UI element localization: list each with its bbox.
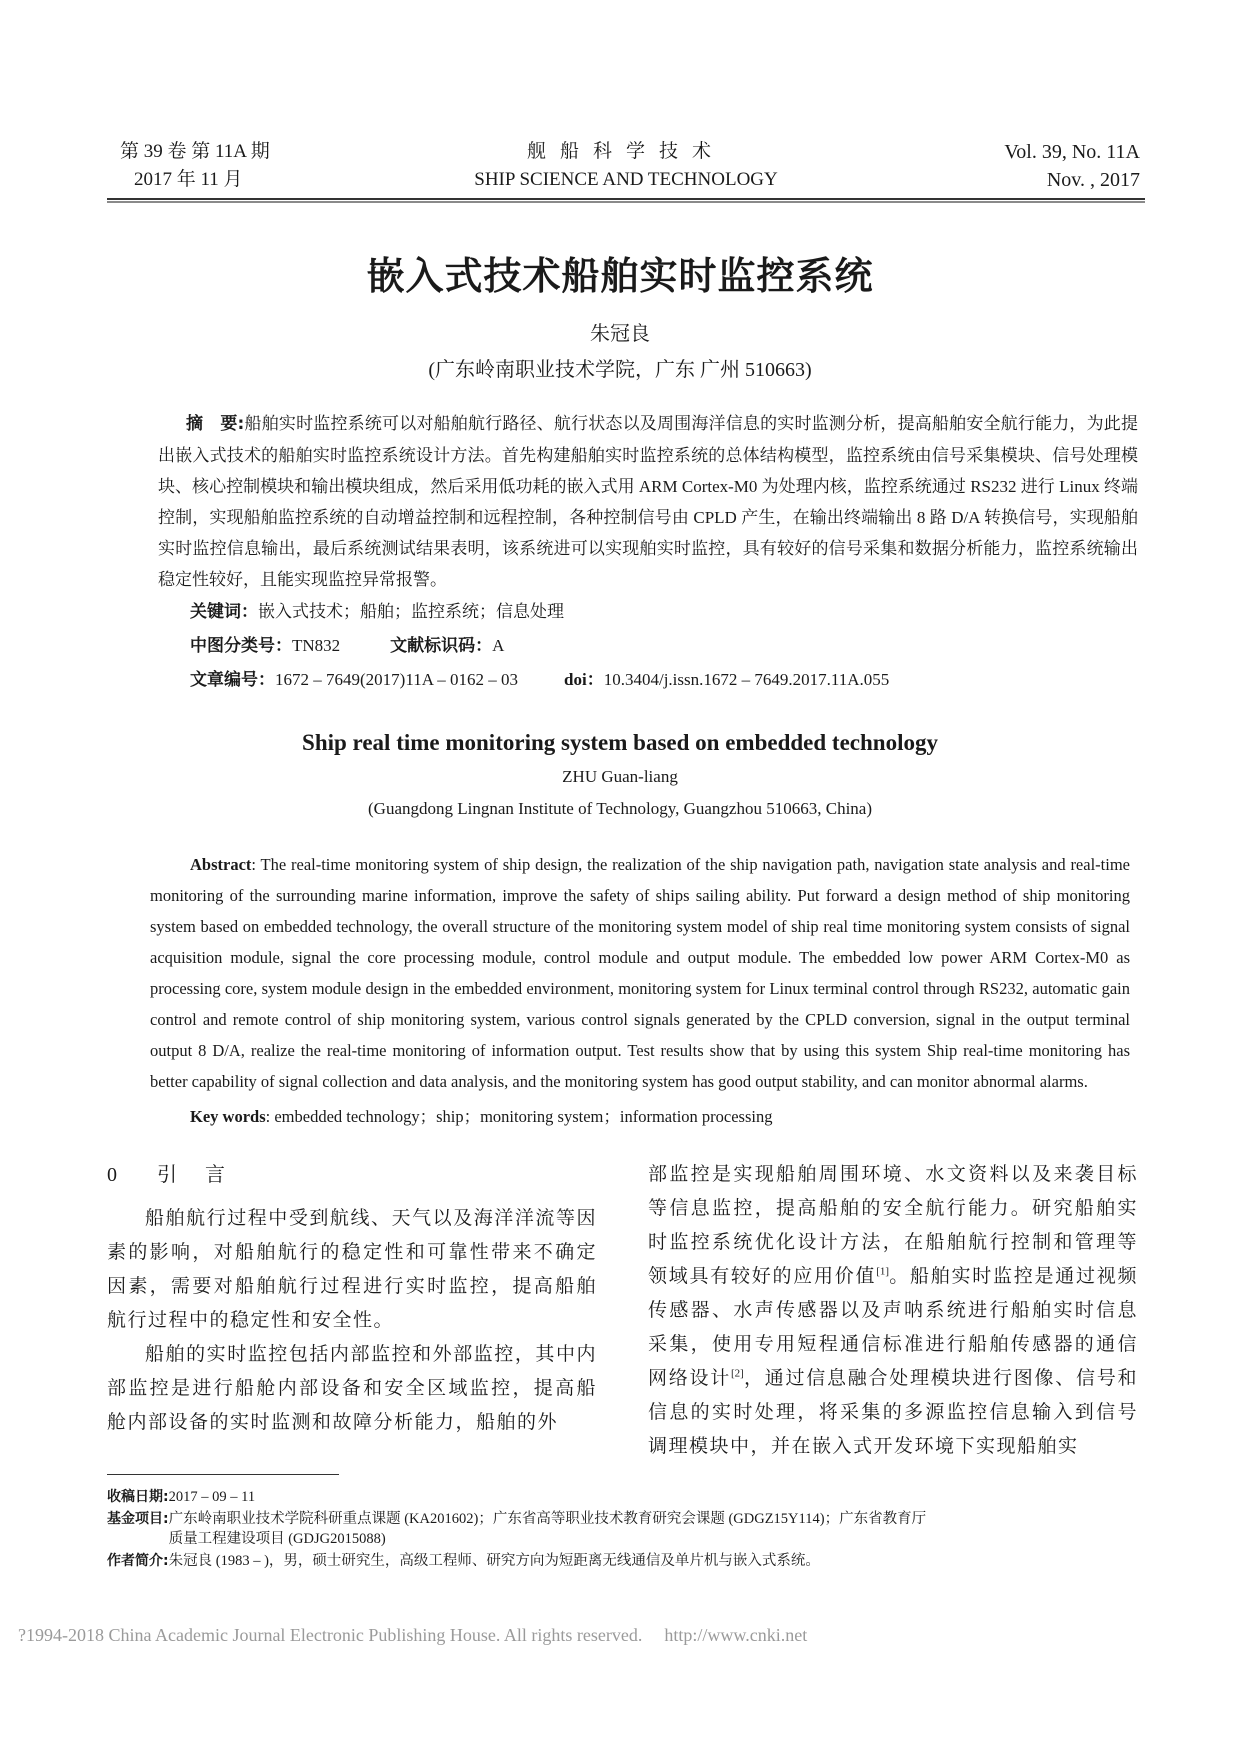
article-content [0,250,1240,1687]
clc-value: TN832 [292,636,341,655]
header-date-cn: 2017 年 11 月 [134,169,243,190]
front-matter-cn [158,408,1138,697]
header-date-en: Nov. , 2017 [1046,169,1140,191]
body-text: 。船舶实时监控是通过视频传感器、水声传感器以及声呐系统进行船舶实时信息采集，使用专用短程通信标准进行船舶传感器的通信网络设计 [648,1266,1138,1389]
body-text: 部监控是实现船舶周围环境、水文资料以及来袭目标等信息监控，提高船舶的安全航行能力。研究船舶实时监控系统优化设计方法，在船舶航行控制和管理等领域具有较好的应用价值 [648,1164,1138,1287]
keywords-en [190,1101,1130,1132]
front-matter-en [150,849,1130,1132]
bio-value: 朱冠良 (1983 – )，男，硕士研究生，高级工程师、研究方向为短距离无线通信及单片机与嵌入式系统。 [168,1553,820,1569]
copyright-url[interactable]: http://www.cnki.net [664,1625,808,1645]
keywords-cn-label: 关键词： [190,602,258,622]
section-number: 0 [107,1164,117,1186]
received-value: 2017 – 09 – 11 [168,1489,256,1505]
doc-code-value: A [492,636,505,655]
body-paragraph: 船舶航行过程中受到航线、天气以及海洋洋流等因素的影响，对船舶航行的稳定性和可靠性带来不确定因素，需要对船舶航行过程进行实时监控，提高船舶航行过程中的稳定性和安全性。 [107,1208,597,1331]
header-volume-number-en: Vol. 39, No. 11A [1004,141,1140,163]
body-column-right [648,1158,1138,1464]
body-paragraph-continued [648,1158,1138,1464]
footnotes [107,1474,1145,1571]
body-text: ，通过信息融合处理模块进行图像、信号和信息的实时处理，将采集的多源监控信息输入到信号调理模块中，并在嵌入式开发环境下实现船舶实 [648,1368,1138,1457]
article-number-value: 1672 – 7649(2017)11A – 0162 – 03 [275,670,519,689]
copyright-text: ?1994-2018 China Academic Journal Electronic Publishing House. All rights reserved. [18,1625,643,1645]
header-rule [107,198,1145,200]
fund-value: 广东岭南职业技术学院科研重点课题 (KA201602)；广东省高等职业技术教育研究会课题 (GDGZ15Y114)；广东省教育厅 [168,1511,927,1527]
abstract-en-text: : The real-time monitoring system of ship design, the realization of the ship navigation path, navigation state analysis and real-time monitoring of the surrounding marine information, improve the safety of ships sailing ability. Put forward a design method of ship monitoring system based on embedded technology, the overall structure of the monitoring system model of ship real time monitoring system consists of signal acquisition module, signal the core processing module, control module and output module. The embedded low power ARM Cortex-M0 as processing core, system module design in the embedded environment, monitoring system for Linux terminal control through RS232, automatic gain control and remote control of ship monitoring system, various control signals generated by the CPLD conversion, signal in the output terminal output 8 D/A, realize the real-time monitoring of information output. Test results show that by using this system Ship real-time monitoring has better capability of signal collection and data analysis, and the monitoring system has good output stability, and can monitor abnormal alarms. [150,855,1130,1091]
abstract-cn-text: 船舶实时监控系统可以对船舶航行路径、航行状态以及周围海洋信息的实时监测分析，提高船舶安全航行能力，为此提出嵌入式技术的船舶实时监控系统设计方法。首先构建船舶实时监控系统的总体结构模型，监控系统由信号采集模块、信号处理模块、核心控制模块和输出模块组成，然后采用低功耗的嵌入式用 ARM Cortex-M0 为处理内核，监控系统通过 RS232 进行 Linux 终端控制，实现船舶监控系统的自动增益控制和远程控制，各种控制信号由 CPLD 产生，在输出终端输出 8 路 D/A 转换信号，实现船舶实时监控信息输出，最后系统测试结果表明，该系统进可以实现舶实时监控，具有较好的信号采集和数据分析能力，监控系统输出稳定性较好，且能实现监控异常报警。 [158,414,1138,589]
footnote-fund [107,1509,1145,1549]
article-number-line [190,663,1138,697]
keywords-cn [190,595,1138,629]
clc-label: 中图分类号： [190,636,292,656]
received-label: 收稿日期: [107,1489,169,1505]
footnote-received [107,1487,1145,1507]
journal-name-cn: 舰船科学技术 [526,141,725,162]
keywords-cn-text: 嵌入式技术；船舶；监控系统；信息处理 [258,602,564,621]
body-columns [107,1158,1138,1464]
paper-title-en: Ship real time monitoring system based on embedded technology [302,730,938,755]
fund-label: 基金项目: [107,1511,169,1527]
fund-body [169,1509,1145,1549]
header-rule-secondary [107,201,1145,203]
citation-ref[interactable]: [2] [730,1367,744,1380]
section-title: 引言 [157,1164,253,1186]
abstract-en-label: Abstract [190,855,252,874]
footnote-rule [107,1474,339,1475]
affiliation-en: (Guangdong Lingnan Institute of Technology, Guangzhou 510663, China) [368,799,872,818]
footnote-author-bio [107,1551,1145,1571]
copyright-line [0,1623,1240,1647]
doi-label: doi： [564,670,604,689]
doc-code-label: 文献标识码： [390,636,493,656]
keywords-en-label: Key words [190,1107,266,1126]
abstract-en [150,849,1130,1097]
classification-line [190,629,1138,663]
author-cn: 朱冠良 [590,323,650,345]
author-en: ZHU Guan-liang [562,767,678,786]
footnote-fund-continued: 质量工程建设项目 (GDJG2015088) [168,1531,386,1547]
citation-ref[interactable]: [1] [876,1265,890,1278]
running-header [107,136,1145,206]
body-column-left [107,1158,597,1464]
bio-label: 作者简介: [107,1553,169,1569]
body-paragraph: 船舶的实时监控包括内部监控和外部监控，其中内部监控是进行船舱内部设备和安全区域监控，提高船舱内部设备的实时监测和故障分析能力，船舶的外 [107,1344,597,1433]
article-number-label: 文章编号： [190,670,275,690]
header-volume-issue: 第 39 卷 第 11A 期 [120,141,270,162]
affiliation-cn: (广东岭南职业技术学院，广东 广州 510663) [428,359,812,381]
header-volume-en [1004,138,1140,194]
keywords-en-text: : embedded technology；ship；monitoring system；information processing [265,1107,773,1126]
abstract-cn [158,408,1138,595]
journal-name-en: SHIP SCIENCE AND TECHNOLOGY [474,169,778,190]
paper-title-cn: 嵌入式技术船舶实时监控系统 [366,254,874,298]
section-heading [107,1158,597,1192]
doi-value: 10.3404/j.issn.1672 – 7649.2017.11A.055 [603,670,890,689]
header-journal-name [107,138,1145,194]
abstract-cn-label: 摘 要: [186,414,245,434]
